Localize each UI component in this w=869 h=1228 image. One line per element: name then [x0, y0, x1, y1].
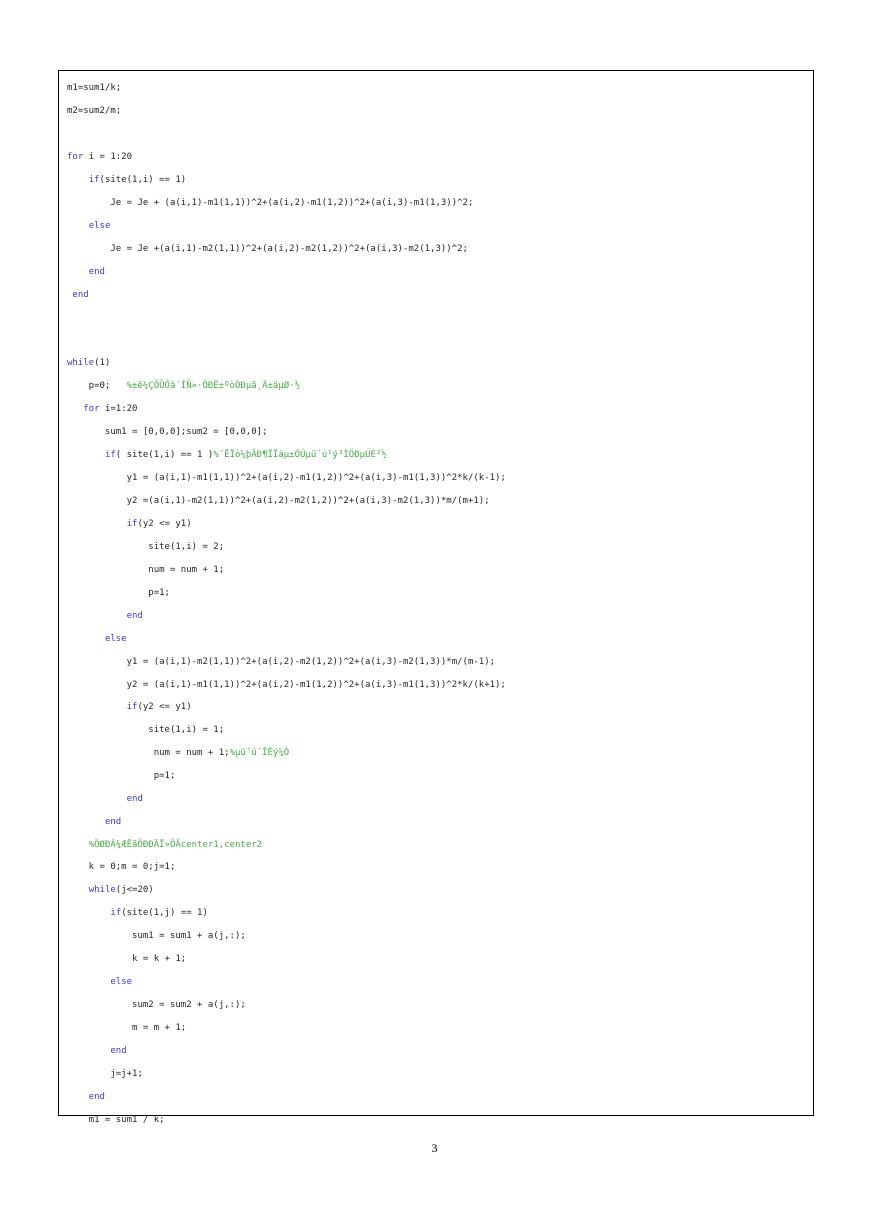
code-line: Je = Je +(a(i,1)-m2(1,1))^2+(a(i,2)-m2(1,2))^2+(a(i,3)-m2(1,3))^2;	[67, 244, 468, 254]
code-line: num = num + 1;	[67, 565, 225, 575]
code-line: if(site(1,j) == 1)	[110, 908, 208, 918]
page-number: 3	[431, 1141, 438, 1155]
code-line: if(y2 <= y1)	[126, 702, 192, 712]
code-line: end	[126, 794, 143, 804]
code-line	[67, 839, 262, 851]
code-line: m = m + 1;	[67, 1023, 187, 1033]
code-line: m2=sum2/m;	[67, 106, 122, 116]
code-line: for i = 1:20	[67, 152, 133, 162]
code-line: p=1;	[67, 771, 176, 781]
code-line: sum1 = sum1 + a(j,:);	[67, 931, 246, 941]
code-line: m1 = sum1 / k;	[67, 1115, 165, 1125]
code-comment: %µü´ú´ÎÊý¼Ó	[229, 748, 290, 758]
code-line: for i=1:20	[83, 404, 138, 414]
code-line: num = num + 1;%µü´ú´ÎÊý¼Ó	[67, 748, 290, 758]
code-line: if(y2 <= y1)	[126, 519, 192, 529]
code-line: else	[88, 221, 111, 231]
code-line: sum2 = sum2 + a(j,:);	[67, 1000, 246, 1010]
code-line: sum1 = [0,0,0];sum2 = [0,0,0];	[67, 427, 268, 437]
code-line: else	[104, 634, 127, 644]
code-line: site(1,i) = 2;	[67, 542, 225, 552]
code-line: y1 = (a(i,1)-m1(1,1))^2+(a(i,2)-m1(1,2))^2+(a(i,3)-m1(1,3))^2*k/(k-1);	[67, 473, 506, 483]
code-line: p=0; %±ê¼ÇÕÛÕâ´ÎÑ»·ÖÐÊ±ºòÓÐµã¸Ä±äµØ·½	[67, 381, 300, 391]
code-line: y2 =(a(i,1)-m2(1,1))^2+(a(i,2)-m2(1,2))^2+(a(i,3)-m2(1,3))*m/(m+1);	[67, 496, 490, 506]
code-line: j=j+1;	[67, 1069, 143, 1079]
code-comment: %ÖØÐÂ¼ÆËãÖÐÐÄÏ»ÖÃcenter1,center2	[88, 840, 263, 850]
code-line: end	[104, 817, 122, 827]
code-line: end	[88, 267, 105, 277]
code-line: while(1)	[67, 358, 111, 368]
code-line: end	[88, 1092, 105, 1102]
code-line: end	[72, 290, 89, 300]
code-line: m1=sum1/k;	[67, 83, 122, 93]
code-line: Je = Je + (a(i,1)-m1(1,1))^2+(a(i,2)-m1(1,2))^2+(a(i,3)-m1(1,3))^2;	[67, 198, 474, 208]
code-comment: %±ê¼ÇÕÛÕâ´ÎÑ»·ÖÐÊ±ºòÓÐµã¸Ä±äµØ·½	[126, 381, 300, 391]
code-line: while(j<=20)	[88, 885, 154, 895]
code-line: if( site(1,i) == 1 )%´ËÏò¼þÃÐ¶ÏÏàµ±ÓÚµü´ú¹ý³ÌÖÐµÚÈ²½	[104, 450, 387, 460]
code-comment: %´ËÏò¼þÃÐ¶ÏÏàµ±ÓÚµü´ú¹ý³ÌÖÐµÚÈ²½	[213, 450, 387, 460]
code-line: k = k + 1;	[67, 954, 187, 964]
code-line: y2 = (a(i,1)-m1(1,1))^2+(a(i,2)-m1(1,2))^2+(a(i,3)-m1(1,3))^2*k/(k+1);	[67, 680, 506, 690]
code-line: p=1;	[67, 588, 170, 598]
code-line: else	[110, 977, 133, 987]
code-line: k = 0;m = 0;j=1;	[67, 862, 176, 872]
code-line: if(site(1,i) == 1)	[88, 175, 187, 185]
code-line: site(1,i) = 1;	[67, 725, 225, 735]
code-line: end	[110, 1046, 127, 1056]
code-line: y1 = (a(i,1)-m2(1,1))^2+(a(i,2)-m2(1,2))^2+(a(i,3)-m2(1,3))*m/(m-1);	[67, 657, 496, 667]
code-line: end	[126, 611, 143, 621]
code-listing-box	[58, 70, 814, 1125]
